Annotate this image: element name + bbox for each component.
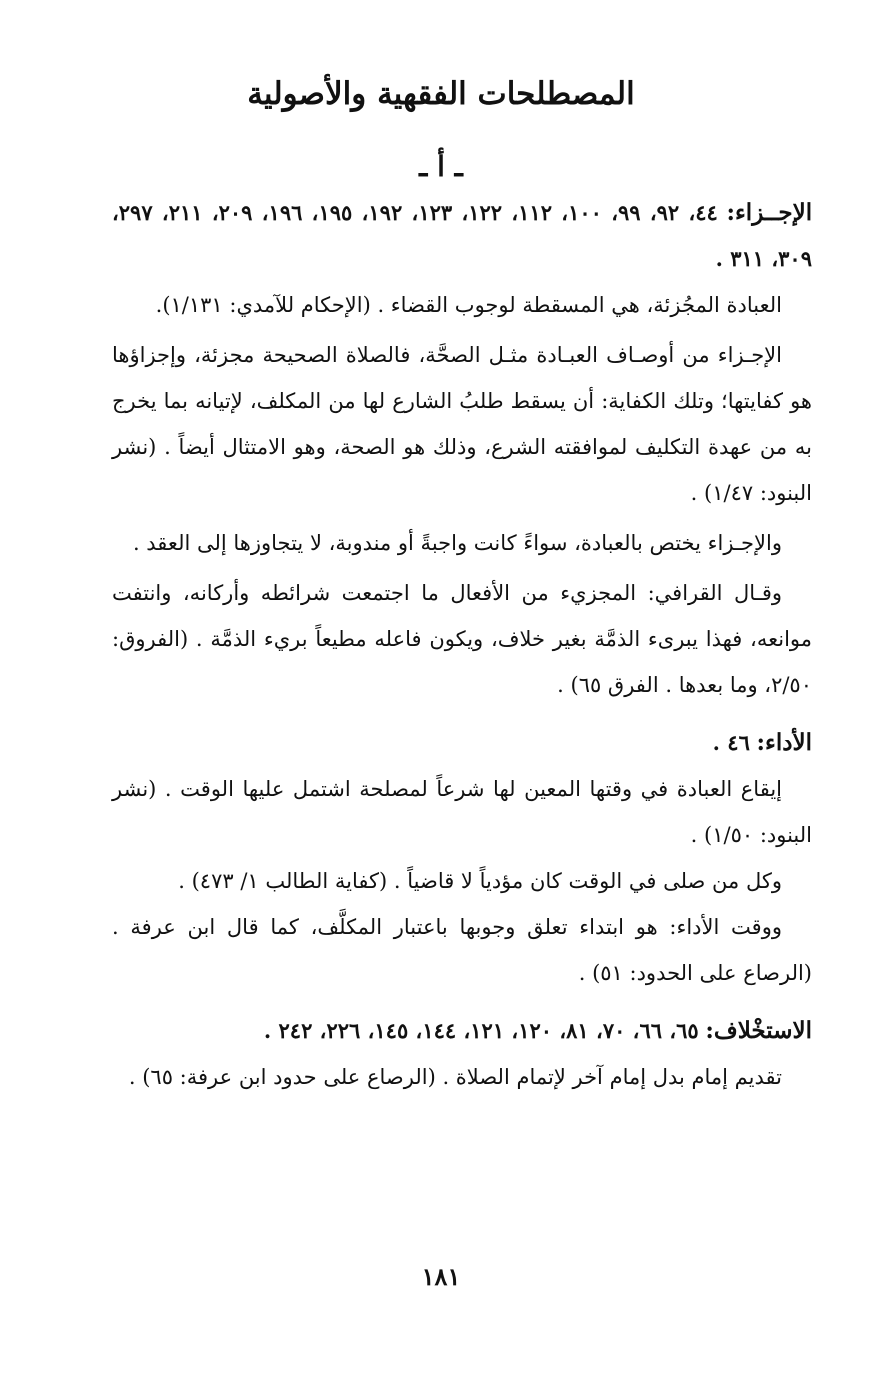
entry-paragraph: والإجـزاء يختص بالعبادة، سواءً كانت واجبةً أو مندوبة، لا يتجاوزها إلى العقد . bbox=[132, 531, 782, 555]
entry-paragraph: إيقاع العبادة في وقتها المعين لها شرعاً لمصلحة اشتمل عليها الوقت . (نشر البنود: ١/٥٠) . bbox=[112, 777, 812, 847]
page-title: المصطلحات الفقهية والأصولية bbox=[247, 76, 635, 112]
entry-term: الإجــزاء: bbox=[726, 199, 813, 226]
entry-term: الأداء: bbox=[756, 729, 812, 756]
entry-istikhlaf bbox=[112, 1008, 812, 1100]
entry-refs: ٤٤، ٩٢، ٩٩، ١٠٠، ١١٢، ١٢٢، ١٢٣، ١٩٢، ١٩٥، ١٩٦، ٢٠٩، ٢١١، ٢٩٧، ٣٠٩، ٣١١ . bbox=[112, 200, 812, 271]
entry-paragraph: وكل من صلى في الوقت كان مؤدياً لا قاضياً . (كفاية الطالب ١/ ٤٧٣) . bbox=[178, 869, 782, 893]
section-letter: ـ أ ـ bbox=[419, 150, 463, 183]
entry-paragraph: الإجـزاء من أوصـاف العبـادة مثـل الصحَّة، فالصلاة الصحيحة مجزئة، وإجزاؤها هو كفايتها؛ وتلك الكفاية: أن يسقط طلبُ الشارع لها من المكلف، لإتيانه بما يخرج به من عهدة التكليف لموافقته الشرع، وذلك هو الصحة، وهو الامتثال أيضاً . (نشر البنود: ١/٤٧) . bbox=[112, 343, 812, 505]
entry-refs: ٦٥، ٦٦، ٧٠، ٨١، ١٢٠، ١٢١، ١٤٤، ١٤٥، ٢٢٦، ٢٤٢ . bbox=[263, 1018, 699, 1043]
entry-heading bbox=[112, 190, 812, 282]
entry-heading bbox=[112, 1008, 812, 1054]
entry-term: الاستخْلاف: bbox=[705, 1017, 812, 1044]
entry-ijza bbox=[112, 190, 812, 708]
entry-paragraph: وقـال القرافي: المجزيء من الأفعال ما اجتمعت شرائطه وأركانه، وانتفت موانعه، فهذا يبرىء الذمَّة بغير خلاف، ويكون فاعله مطيعاً بريء الذمَّة . (الفروق: ٢/٥٠، وما بعدها . الفرق ٦٥) . bbox=[112, 581, 812, 697]
page-number: ١٨١ bbox=[421, 1262, 461, 1291]
entry-heading bbox=[112, 720, 812, 766]
entry-refs: ٤٦ . bbox=[712, 730, 750, 755]
entry-paragraph: تقديم إمام بدل إمام آخر لإتمام الصلاة . (الرصاع على حدود ابن عرفة: ٦٥) . bbox=[128, 1065, 782, 1089]
entry-paragraph: ووقت الأداء: هو ابتداء تعلق وجوبها باعتبار المكلَّف، كما قال ابن عرفة . (الرصاع على الحدود: ٥١) . bbox=[112, 915, 812, 985]
entry-adaa bbox=[112, 720, 812, 996]
page-body bbox=[112, 190, 812, 1100]
entry-paragraph: العبادة المجُزئة، هي المسقطة لوجوب القضاء . (الإحكام للآمدي: ١/١٣١). bbox=[155, 293, 782, 317]
